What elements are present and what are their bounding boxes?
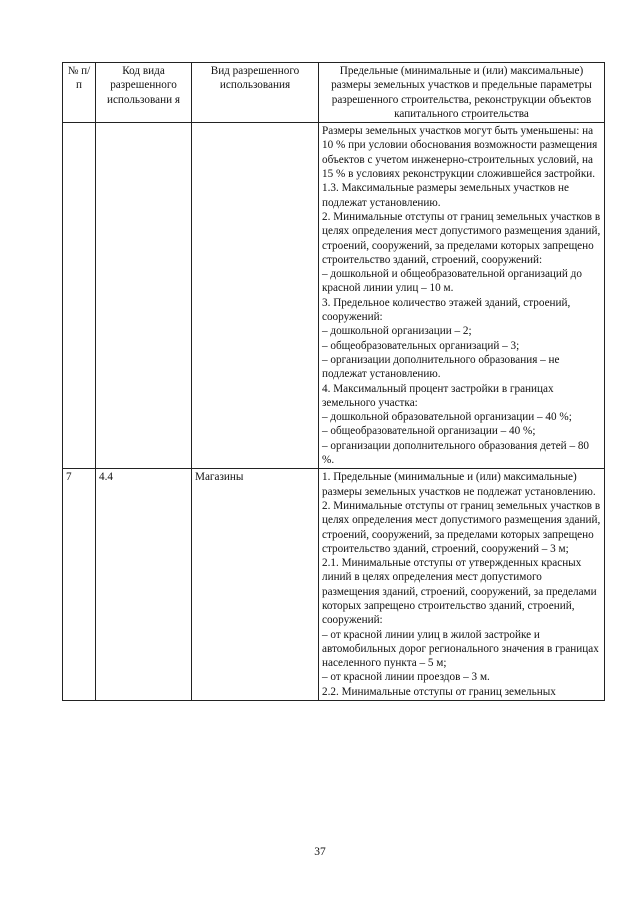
regulations-table bbox=[62, 62, 605, 701]
row-parameters bbox=[319, 469, 605, 701]
table-row bbox=[63, 123, 605, 469]
document-page bbox=[62, 62, 604, 701]
row-number: 7 bbox=[63, 469, 96, 701]
header-use-type: Вид разрешенного использования bbox=[192, 63, 319, 123]
row-use-code bbox=[96, 123, 192, 469]
param-line: 1. Предельные (минимальные и (или) максимальные) размеры земельных участков не подлежат установлению. bbox=[322, 471, 596, 498]
header-number: № п/п bbox=[63, 63, 96, 123]
row-use-code: 4.4 bbox=[96, 469, 192, 701]
page-number: 37 bbox=[314, 846, 326, 858]
header-use-code: Код вида разрешенного использовани я bbox=[96, 63, 192, 123]
row-use-type: Магазины bbox=[192, 469, 319, 701]
row-number bbox=[63, 123, 96, 469]
param-line: 2. Минимальные отступы от границ земельных участков в целях определения мест допустимого размещения зданий, строений, сооружений, за пределами которых запрещено строительство зданий, строений, сооружений – 3 м; bbox=[322, 499, 601, 555]
param-line: 2.1. Минимальные отступы от утвержденных красных линий в целях определения мест допустимого размещения зданий, строений, сооружений, за пределами которых запрещено строительство зданий, строений, сооружений: bbox=[322, 557, 597, 627]
param-line: – дошкольной образовательной организации – 40 %; bbox=[322, 411, 572, 424]
param-line: – дошкольной организации – 2; bbox=[322, 325, 472, 338]
table-row bbox=[63, 469, 605, 701]
param-line: Размеры земельных участков могут быть уменьшены: на 10 % при условии обоснования возможности размещения объектов с учетом инженерно-строительных условий, на 15 % в условиях реконструкции сложившейся застройки. bbox=[322, 125, 598, 181]
param-line: 2. Минимальные отступы от границ земельных участков в целях определения мест допустимого размещения зданий, строений, сооружений, за пределами которых запрещено строительство зданий, строений, сооружений: bbox=[322, 210, 601, 266]
header-parameters: Предельные (минимальные и (или) максимальные) размеры земельных участков и предельные параметры разрешенного строительства, реконструкции объектов капитального строительства bbox=[319, 63, 605, 123]
table-header-row bbox=[63, 63, 605, 123]
param-line: – дошкольной и общеобразовательной организаций до красной линии улиц – 10 м. bbox=[322, 268, 582, 295]
param-line: 1.3. Максимальные размеры земельных участков не подлежат установлению. bbox=[322, 182, 569, 209]
param-line: – от красной линии улиц в жилой застройке и автомобильных дорог регионального значения в границах населенного пункта – 5 м; bbox=[322, 628, 599, 670]
row-parameters bbox=[319, 123, 605, 469]
param-line: – организации дополнительного образования – не подлежат установлению. bbox=[322, 353, 560, 381]
param-line: – организации дополнительного образования детей – 80 %. bbox=[322, 439, 590, 467]
param-line: – от красной линии проездов – 3 м. bbox=[322, 671, 490, 684]
param-line: – общеобразовательной организации – 40 %; bbox=[322, 425, 536, 438]
param-line: 3. Предельное количество этажей зданий, строений, сооружений: bbox=[322, 296, 571, 324]
param-line: 2.2. Минимальные отступы от границ земельных bbox=[322, 685, 556, 698]
row-use-type bbox=[192, 123, 319, 469]
param-line: – общеобразовательных организаций – 3; bbox=[322, 339, 520, 352]
param-line: 4. Максимальный процент застройки в границах земельного участка: bbox=[322, 382, 554, 409]
